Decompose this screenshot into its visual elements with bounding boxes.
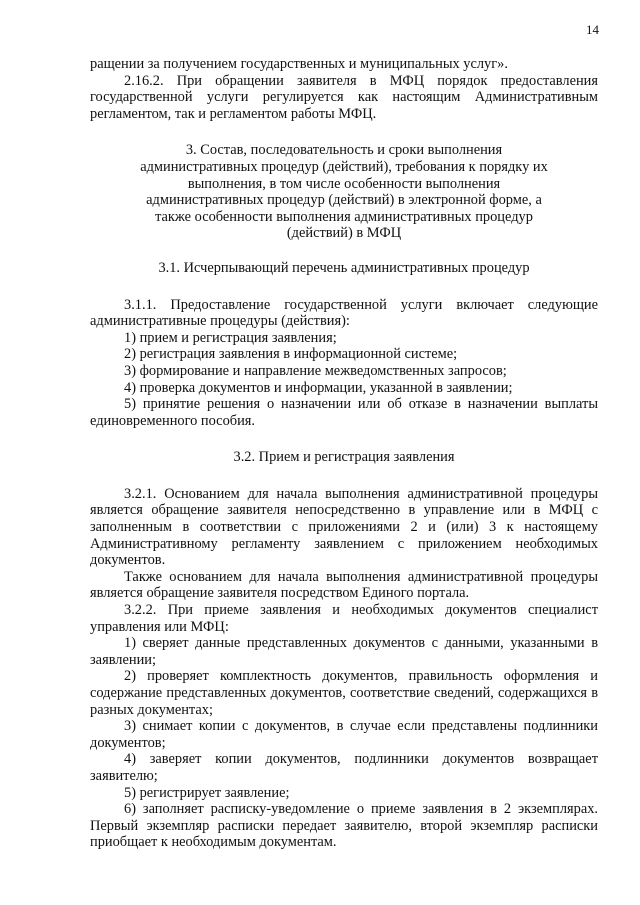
section-heading-3-2: 3.2. Прием и регистрация заявления: [233, 449, 455, 466]
paragraph-3-1-1: 3.1.1. Предоставление государственной услуги включает следующие административные процедуры (действия):: [90, 296, 598, 330]
document-body: [90, 56, 598, 851]
paragraph-3-2-2: 3.2.2. При приеме заявления и необходимых документов специалист управления или МФЦ:: [90, 602, 598, 635]
list-item: 3) снимает копии с документов, в случае если представлены подлинники документов;: [90, 718, 598, 751]
list-item: 3) формирование и направление межведомственных запросов;: [124, 362, 507, 379]
list-item: 2) регистрация заявления в информационной системе;: [124, 346, 458, 363]
list-item: 6) заполняет расписку-уведомление о приеме заявления в 2 экземплярах. Первый экземпляр расписки передает заявителю, второй экземпляр расписки приобщает к необходимым документам.: [90, 801, 598, 851]
list-item: 2) проверяет комплектность документов, правильность оформления и содержание представленных документов, соответствие сведений, содержащихся в разных документах;: [90, 668, 598, 718]
paragraph-3-2-1: 3.2.1. Основанием для начала выполнения административной процедуры является обращение заявителя непосредственно в управление или в МФЦ с заполненным в соответствии с приложениями 2 и (или) 3 к настоящему Административному регламенту заявлением с приложением необходимых документов.: [90, 485, 598, 569]
paragraph-continuation: ращении за получением государственных и муниципальных услуг».: [90, 56, 508, 72]
list-item: 5) регистрирует заявление;: [124, 784, 290, 801]
list-item: 5) принятие решения о назначении или об отказе в назначении выплаты единовременного пособия.: [90, 396, 598, 429]
list-item: 1) прием и регистрация заявления;: [124, 329, 337, 346]
paragraph-2-16-2: 2.16.2. При обращении заявителя в МФЦ порядок предоставления государственной услуги регулируется как настоящим Административным регламентом, так и регламентом работы МФЦ.: [90, 72, 598, 122]
list-item: 4) проверка документов и информации, указанной в заявлении;: [124, 379, 513, 396]
page-number: 14: [586, 22, 599, 37]
paragraph-3-2-1-continued: Также основанием для начала выполнения административной процедуры является обращение заявителя посредством Единого портала.: [90, 568, 598, 602]
section-heading-3-1: 3.1. Исчерпывающий перечень административных процедур: [158, 259, 530, 276]
section-heading-3: 3. Состав, последовательность и сроки выполнения административных процедур (действий), требования к порядку их выполнения, в том числе особенности выполнения административных процедур (действий) в электронной форме, а также особенности выполнения административных процедур (действий) в МФЦ: [140, 142, 548, 242]
list-item: 4) заверяет копии документов, подлинники документов возвращает заявителю;: [90, 751, 598, 784]
list-item: 1) сверяет данные представленных документов с данными, указанными в заявлении;: [90, 635, 598, 668]
